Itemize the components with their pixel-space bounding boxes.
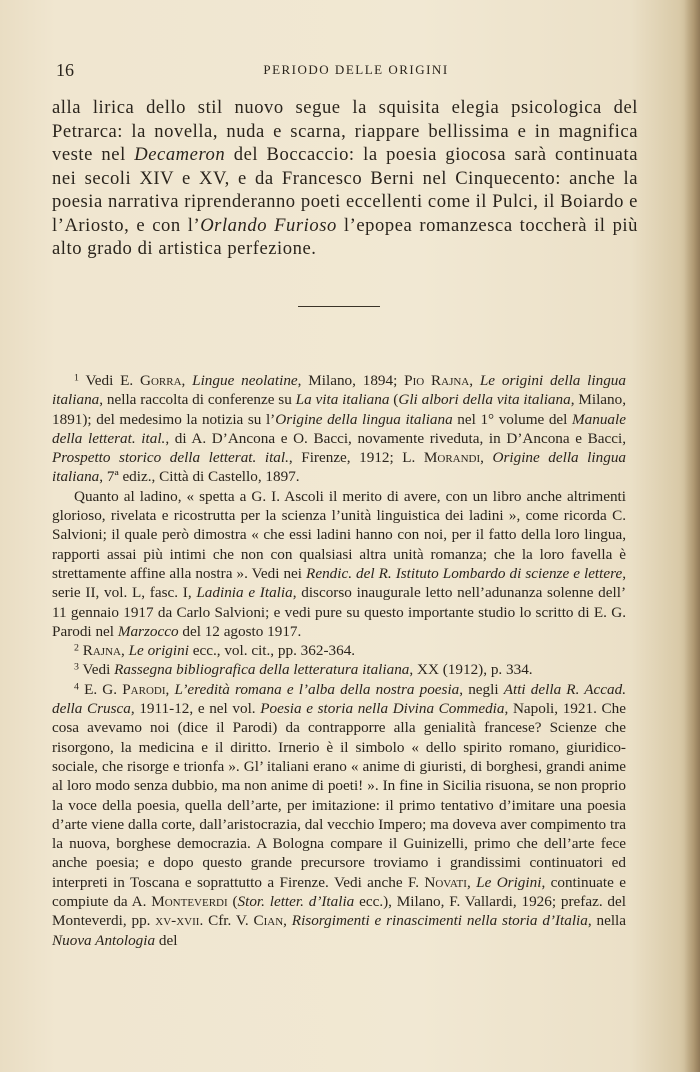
- page-edge-shadow: [684, 0, 700, 1072]
- main-text: [52, 96, 638, 261]
- footnote-3: $^3$ Vedi Rassegna bibliografica della letteratura italiana, XX (1912), p. 334.: [74, 661, 533, 679]
- running-title: PERIODO DELLE ORIGINI: [263, 62, 449, 77]
- footnote-2: $^2$ Rajna, Le origini ecc., vol. cit., pp. 362-364.: [74, 642, 356, 660]
- section-divider: [298, 306, 380, 307]
- footnote-1-continued: Quanto al ladino, « spetta a G. I. Ascoli il merito di avere, con un libro anche altrimenti glorioso, rivelata e ricostrutta per la scienza l’unità linguistica dei ladini », come ricorda C. Salvioni; il quale però dimostra « che essi ladini hanno con noi, per il fatto della loro lingua, rapporti assai più intimi che non con qualsiasi altra unità romanza; che la loro favella è strettamente affine alla nostra ». Vedi nei Rendic. del R. Istituto Lombardo di scienze e lettere, serie II, vol. L, fasc. I, Ladinia e Italia, discorso inaugurale letto nell’adunanza solenne dell’ 11 gennaio 1917 da Carlo Salvioni; e vedi pure su questo importante studio lo scritto di E. G. Parodi nel Marzocco del 12 agosto 1917.: [52, 487, 626, 640]
- footnote-1: $^1$ Vedi E. Gorra, Lingue neolatine, Milano, 1894; Pio Rajna, Le origini della lingua italiana, nella raccolta di conferenze su La vita italiana (Gli albori della vita italiana, Milano, 1891); del medesimo la notizia su l’Origine della lingua italiana nel 1° volume del Manuale della letterat. ital., di A. D’Ancona e O. Bacci, novamente riveduta, in D’Ancona e Bacci, Prospetto storico della letterat. ital., Firenze, 1912; L. Morandi, Origine della lingua italiana, 7ª ediz., Città di Castello, 1897.: [52, 372, 627, 486]
- footnote-4: $^4$ E. G. Parodi, L’eredità romana e l’alba della nostra poesia, negli Atti della R. Accad. della Crusca, 1911-12, e nel vol. Poesia e storia nella Divina Commedia, Napoli, 1921. Che cosa avevamo noi (dice il Parodi) da contrapporre alla genialità francese? Scienze che risorgono, la medicina e il diritto. Irnerio è il simbolo « dello spirito romano, giuridico-sociale, che risorge e trionfa ». Gl’ italiani erano « anime di giuristi, di borghesi, grandi anime al loro modo senza dubbio, ma non anime di poeti! ». In fine in Sicilia risuona, se non proprio la voce della poesia, quella dell’arte, per imitazione: il primo tentativo d’imitare una poesia d’arte viene dalla corte, dall’aristocrazia, dal vecchio Impero; ma doveva aver compimento tra la nuova, borghese democrazia. A Bologna compare il Guinizelli, primo che dell’arte fece anche poesia; e dopo questo grande precursore troviamo i grandissimi continuatori ed interpreti in Toscana e soprattutto a Firenze. Vedi anche F. Novati, Le Origini, continuate e compiute da A. Monteverdi (Stor. letter. d’Italia ecc.), Milano, F. Vallardi, 1926; prefaz. del Monteverdi, pp. xv-xvii. Cfr. V. Cian, Risorgimenti e rinascimenti nella storia d’Italia, nella Nuova Antologia del: [52, 680, 627, 949]
- footnotes: [52, 371, 626, 950]
- page-number: 16: [56, 60, 74, 80]
- main-paragraph: alla lirica dello stil nuovo segue la squisita elegia psicologica del Petrarca: la novella, nuda e scarna, riappare bellissima e in magnifica veste nel Decameron del Boccaccio: la poesia giocosa sarà continuata nei secoli XIV e XV, e da Francesco Berni nel Cinquecento: anche la poesia narrativa riprenderanno poeti eccellenti come il Pulci, il Boiardo e l’Ariosto, e con l’Orlando Furioso l’epopea romanzesca toccherà il più alto grado di artistica perfezione.: [52, 97, 638, 259]
- page-header: [56, 60, 656, 84]
